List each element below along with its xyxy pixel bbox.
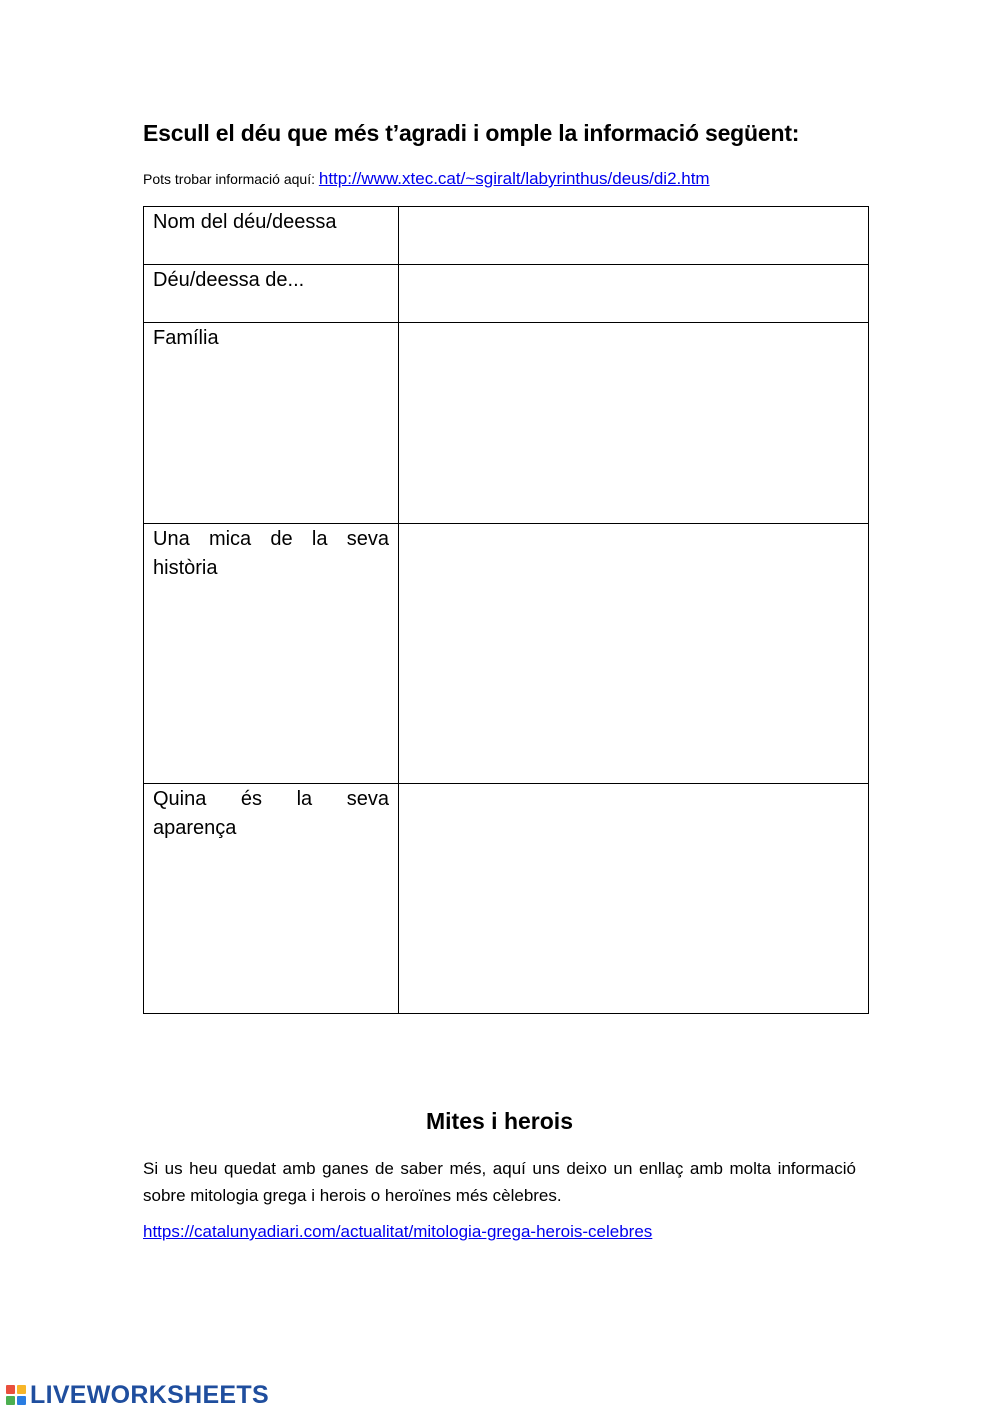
row-label-history: Una mica de la seva història [144, 524, 399, 784]
row-label-domain: Déu/deessa de... [144, 265, 399, 323]
logo-block-red [6, 1385, 15, 1394]
liveworksheets-logo[interactable] [6, 1381, 269, 1409]
row-label-family: Família [144, 323, 399, 524]
answer-cell-appearance [399, 784, 869, 1014]
answer-cell-history [399, 524, 869, 784]
row-label-appearance: Quina és la seva aparença [144, 784, 399, 1014]
logo-block-yellow [17, 1385, 26, 1394]
source-link[interactable]: http://www.xtec.cat/~sgiralt/labyrinthus/deus/di2.htm [318, 169, 710, 188]
row-label-name: Nom del déu/deessa [144, 207, 399, 265]
table-row [144, 524, 869, 784]
god-info-table [143, 206, 869, 1014]
logo-blocks-icon [6, 1385, 26, 1405]
source-line [143, 169, 710, 189]
name-answer-field[interactable] [399, 207, 868, 261]
answer-cell-family [399, 323, 869, 524]
table-row [144, 323, 869, 524]
table-row [144, 784, 869, 1014]
logo-block-green [6, 1396, 15, 1405]
page-title: Escull el déu que més t’agradi i omple la informació següent: [143, 120, 800, 146]
section-title: Mites i herois [426, 1108, 573, 1134]
logo-text: LIVEWORKSHEETS [30, 1381, 269, 1409]
history-answer-field[interactable] [399, 524, 868, 578]
table-row [144, 265, 869, 323]
domain-answer-field[interactable] [399, 265, 868, 319]
heroes-link[interactable]: https://catalunyadiari.com/actualitat/mitologia-grega-herois-celebres [143, 1222, 653, 1241]
table-row [144, 207, 869, 265]
answer-cell-domain [399, 265, 869, 323]
logo-block-blue [17, 1396, 26, 1405]
source-prefix: Pots trobar informació aquí: [143, 171, 319, 187]
appearance-answer-field[interactable] [399, 784, 868, 838]
section-paragraph: Si us heu quedat amb ganes de saber més, aquí uns deixo un enllaç amb molta informació sobre mitologia grega i herois o heroïnes més cèlebres. [143, 1159, 856, 1205]
family-answer-field[interactable] [399, 323, 868, 377]
answer-cell-name [399, 207, 869, 265]
